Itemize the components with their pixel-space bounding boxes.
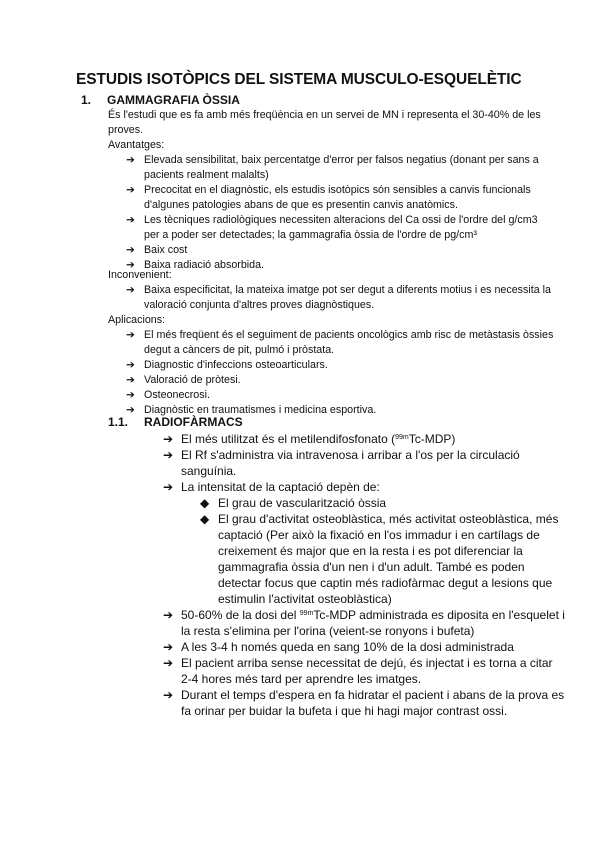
section-1-1-title: RADIOFÀRMACS <box>144 415 243 429</box>
list-item-line: Diagnòstic en traumatismes i medicina esportiva. <box>144 404 377 416</box>
arrow-icon: ➔ <box>126 154 135 166</box>
radiofarmac-item <box>163 687 565 719</box>
radiofarmac-item <box>163 447 520 479</box>
intro-line-1: És l'estudi que es fa amb més freqüència en un servei de MN i representa el 30-40% de les <box>108 109 541 121</box>
subitem-line: captació (Per això la fixació en l'os immadur i en cartílags de <box>218 528 540 542</box>
captacio-subitem <box>200 495 387 511</box>
section-1-heading <box>81 93 240 107</box>
list-item-line: El més freqüent és el seguiment de pacients oncològics amb risc de metàstasis òssies <box>144 329 554 341</box>
item-line: El Rf s'administra via intravenosa i arribar a l'os per la circulació <box>181 448 520 462</box>
radiofarmac-item <box>163 639 514 655</box>
arrow-icon: ➔ <box>163 608 174 622</box>
aplicacions-label: Aplicacions: <box>108 314 166 326</box>
arrow-icon: ➔ <box>163 656 174 670</box>
aplicacio-item <box>126 358 328 373</box>
list-item-line: d'algunes patologies abans de que es presentin canvis anatòmics. <box>144 199 458 211</box>
aplicacio-item <box>126 388 210 403</box>
radiofarmac-item <box>163 479 380 495</box>
arrow-icon: ➔ <box>126 329 135 341</box>
aplicacio-item <box>126 373 241 388</box>
list-item-line: pacients realment malalts) <box>144 169 269 181</box>
arrow-icon: ➔ <box>126 214 135 226</box>
radiofarmac-item <box>163 607 565 639</box>
arrow-icon: ➔ <box>126 389 135 401</box>
diamond-bullet-icon: ◆ <box>200 512 210 526</box>
item-line: 2-4 hores més tard per aprendre les imatges. <box>181 672 422 686</box>
subitem-line: El grau d'activitat osteoblàstica, més activitat osteoblàstica, més <box>218 512 559 526</box>
item-text: El més utilitzat és el metilendifosfonato ( <box>181 432 396 446</box>
avantatge-item <box>126 213 538 243</box>
avantatge-item <box>126 183 531 213</box>
item-text: La intensitat de la captació depèn de: <box>181 480 380 494</box>
arrow-icon: ➔ <box>163 448 174 462</box>
inconvenient-label: Inconvenient: <box>108 269 172 281</box>
aplicacio-item <box>126 328 554 358</box>
arrow-icon: ➔ <box>126 259 135 271</box>
isotope-superscript: 99m <box>395 434 409 441</box>
avantatge-item <box>126 153 539 183</box>
item-line: El pacient arriba sense necessitat de dejú, és injectat i es torna a citar <box>181 656 553 670</box>
list-item-line: Baixa especificitat, la mateixa imatge pot ser degut a diferents motius i es necessita la <box>144 284 551 296</box>
radiofarmac-item <box>163 431 456 447</box>
list-item-line: Elevada sensibilitat, baix percentatge d'error per falsos negatius (donant per sans a <box>144 154 539 166</box>
list-item-line: degut a càncers de pit, pulmó i pròstata. <box>144 344 335 356</box>
item-line: la resta s'elimina per l'orina (veient-se ronyons i bufeta) <box>181 624 475 638</box>
arrow-icon: ➔ <box>126 359 135 371</box>
subitem-line: gammagrafia òssia d'un nen i d'un adult. També es poden <box>218 560 525 574</box>
subitem-line: estimulin l'activitat osteoblàstica) <box>218 592 392 606</box>
item-line: sanguínia. <box>181 464 237 478</box>
section-1-title: GAMMAGRAFIA ÒSSIA <box>107 93 240 107</box>
arrow-icon: ➔ <box>126 284 135 296</box>
item-text: Tc-MDP administrada es diposita en l'esquelet i <box>313 608 565 622</box>
arrow-icon: ➔ <box>126 244 135 256</box>
list-item-line: Baix cost <box>144 244 188 256</box>
list-item-line: Osteonecrosi. <box>144 389 210 401</box>
arrow-icon: ➔ <box>126 374 135 386</box>
isotope-superscript: 99m <box>299 610 314 617</box>
item-line: fa orinar per buidar la bufeta i que hi hagi major contrast ossi. <box>181 704 508 718</box>
list-item-line: Baixa radiació absorbida. <box>144 259 265 271</box>
page-title: ESTUDIS ISOTÒPICS DEL SISTEMA MUSCULO-ESQUELÈTIC <box>76 71 522 88</box>
section-1-1-number: 1.1. <box>108 415 129 429</box>
list-item-line: Valoració de pròtesi. <box>144 374 241 386</box>
list-item-line: per a poder ser detectades; la gammagrafia òssia de l'ordre de pg/cm³ <box>144 229 477 241</box>
avantatges-label: Avantatges: <box>108 139 165 151</box>
inconvenient-item <box>126 283 551 313</box>
list-item-line: Precocitat en el diagnòstic, els estudis isotòpics són sensibles a canvis funcionals <box>144 184 531 196</box>
arrow-icon: ➔ <box>126 404 135 416</box>
arrow-icon: ➔ <box>163 432 174 446</box>
list-item-line: valoració conjunta d'altres proves diagnòstiques. <box>144 299 375 311</box>
arrow-icon: ➔ <box>163 640 174 654</box>
section-1-1-heading <box>108 415 243 429</box>
arrow-icon: ➔ <box>163 480 174 494</box>
arrow-icon: ➔ <box>163 688 174 702</box>
item-text: A les 3-4 h només queda en sang 10% de la dosi administrada <box>181 640 514 654</box>
radiofarmac-item <box>163 655 553 687</box>
subitem-text: El grau de vascularització òssia <box>218 496 387 510</box>
intro-line-2: proves. <box>108 124 144 136</box>
diamond-bullet-icon: ◆ <box>200 496 210 510</box>
item-text: Tc-MDP) <box>408 432 456 446</box>
subitem-line: detectar focus que captin més radiofàrmac degut a lesions que <box>218 576 553 590</box>
captacio-subitem <box>200 511 559 607</box>
item-text: 50-60% de la dosi del <box>181 608 300 622</box>
list-item-line: Les tècniques radiològiques necessiten alteracions del Ca ossi de l'ordre del g/cm3 <box>144 214 538 226</box>
section-1-number: 1. <box>81 93 92 107</box>
avantatge-item <box>126 243 188 258</box>
list-item-line: Diagnostic d'infeccions osteoarticulars. <box>144 359 328 371</box>
subitem-line: creixement és major que en la resta i es pot diferenciar la <box>218 544 523 558</box>
item-line: Durant el temps d'espera en fa hidratar el pacient i abans de la prova es <box>181 688 565 702</box>
arrow-icon: ➔ <box>126 184 135 196</box>
